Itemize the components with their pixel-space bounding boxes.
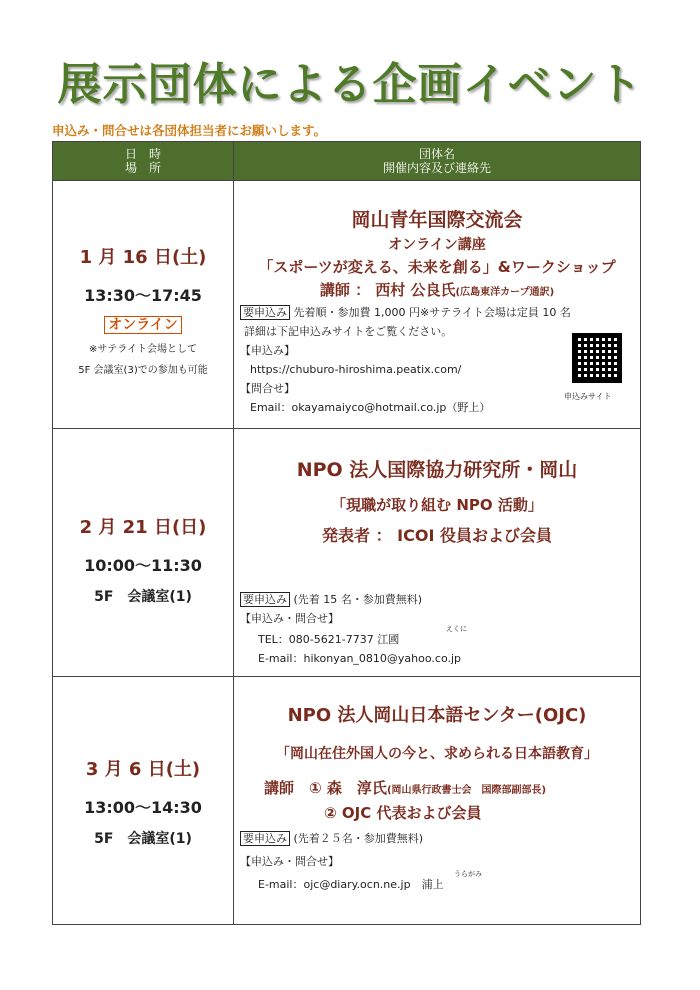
event-venue: 5F 会議室(1): [94, 589, 192, 605]
speaker: 講師 ① 森 淳氏: [264, 779, 387, 797]
venue-note: 5F 会議室(3)での参加も可能: [78, 365, 208, 376]
table-row: [53, 429, 641, 677]
requirement-text: 先着順・参加費 1,000 円※サテライト会場は定員 10 名: [293, 306, 571, 319]
contact-email[interactable]: E-mail：hikonyan_0810@yahoo.co.jp: [258, 652, 462, 665]
event-theme: 「現職が取り組む NPO 活動」: [331, 496, 543, 514]
required-label: 要申込み: [240, 305, 290, 320]
contact-label: 【申込み・問合せ】: [240, 855, 339, 868]
table-row: [53, 677, 641, 925]
event-theme: 「岡山在住外国人の今と、求められる日本語教育」: [276, 746, 598, 762]
venue-note: ※サテライト会場として: [88, 344, 198, 355]
contact-label: 【申込み・問合せ】: [240, 612, 339, 625]
speaker-note: (岡山県行政書士会 国際部副部長): [386, 785, 547, 796]
event-date: 1 月 16 日(土): [79, 247, 207, 268]
event-table: [52, 141, 641, 925]
event-2-details: [234, 429, 641, 677]
page-title: 展示団体による企画イベント: [57, 59, 643, 110]
table-header-row: [53, 142, 641, 181]
org-name: NPO 法人国際協力研究所・岡山: [296, 459, 578, 481]
required-label: 要申込み: [240, 592, 290, 607]
event-3-datetime: [53, 677, 234, 925]
event-time: 13:30～17:45: [84, 286, 202, 305]
table-row: [53, 181, 641, 429]
event-subtitle: オンライン講座: [388, 237, 486, 253]
qr-caption: 申込みサイト: [564, 392, 612, 401]
event-date: 2 月 21 日(日): [79, 517, 207, 538]
speaker: 講師 ： 西村 公良氏: [319, 281, 456, 299]
speaker: ② OJC 代表および会員: [324, 804, 482, 822]
event-theme: 「スポーツが変える、未来を創る」&ワークショップ: [258, 258, 616, 276]
org-name: NPO 法人岡山日本語センター(OJC): [287, 705, 587, 726]
header-datetime-venue: 日 時 場 所: [53, 142, 234, 181]
contact-email[interactable]: Email：okayamaiyco@hotmail.co.jp（野上）: [250, 401, 491, 414]
notice-text: 申込み・問合せは各団体担当者にお願いします。: [52, 123, 327, 138]
contact-email[interactable]: E-mail：ojc@diary.ocn.ne.jp 浦上: [258, 878, 444, 891]
event-2-datetime: [53, 429, 234, 677]
detail-text: 詳細は下記申込みサイトをご覧ください。: [244, 325, 453, 338]
event-time: 10:00～11:30: [84, 556, 202, 575]
requirement-text: (先着 15 名・参加費無料): [293, 593, 423, 606]
event-1-details: [234, 181, 641, 429]
event-venue: 5F 会議室(1): [94, 831, 192, 847]
qr-code-icon: [572, 333, 622, 383]
event-1-datetime: [53, 181, 234, 429]
header-org-content: 団体名 開催内容及び連絡先: [234, 142, 641, 181]
contact-tel: TEL：080-5621-7737 江國: [258, 633, 400, 646]
apply-link[interactable]: https://chuburo-hiroshima.peatix.com/: [250, 363, 462, 376]
event-date: 3 月 6 日(土): [85, 759, 201, 780]
online-badge: オンライン: [104, 316, 182, 334]
event-time: 13:00～14:30: [84, 798, 202, 817]
apply-label: 【申込み】: [240, 344, 295, 357]
speaker-note: (広島東洋カープ通訳): [455, 287, 555, 298]
required-label: 要申込み: [240, 831, 290, 846]
event-3-details: [234, 677, 641, 925]
contact-label: 【問合せ】: [240, 382, 295, 395]
org-name: 岡山青年国際交流会: [351, 209, 523, 231]
name-ruby: うらがみ: [454, 870, 482, 878]
name-ruby: えくに: [446, 625, 467, 633]
requirement-text: (先着２５名・参加費無料): [293, 832, 424, 845]
speaker: 発表者 ： ICOI 役員および会員: [322, 526, 552, 545]
